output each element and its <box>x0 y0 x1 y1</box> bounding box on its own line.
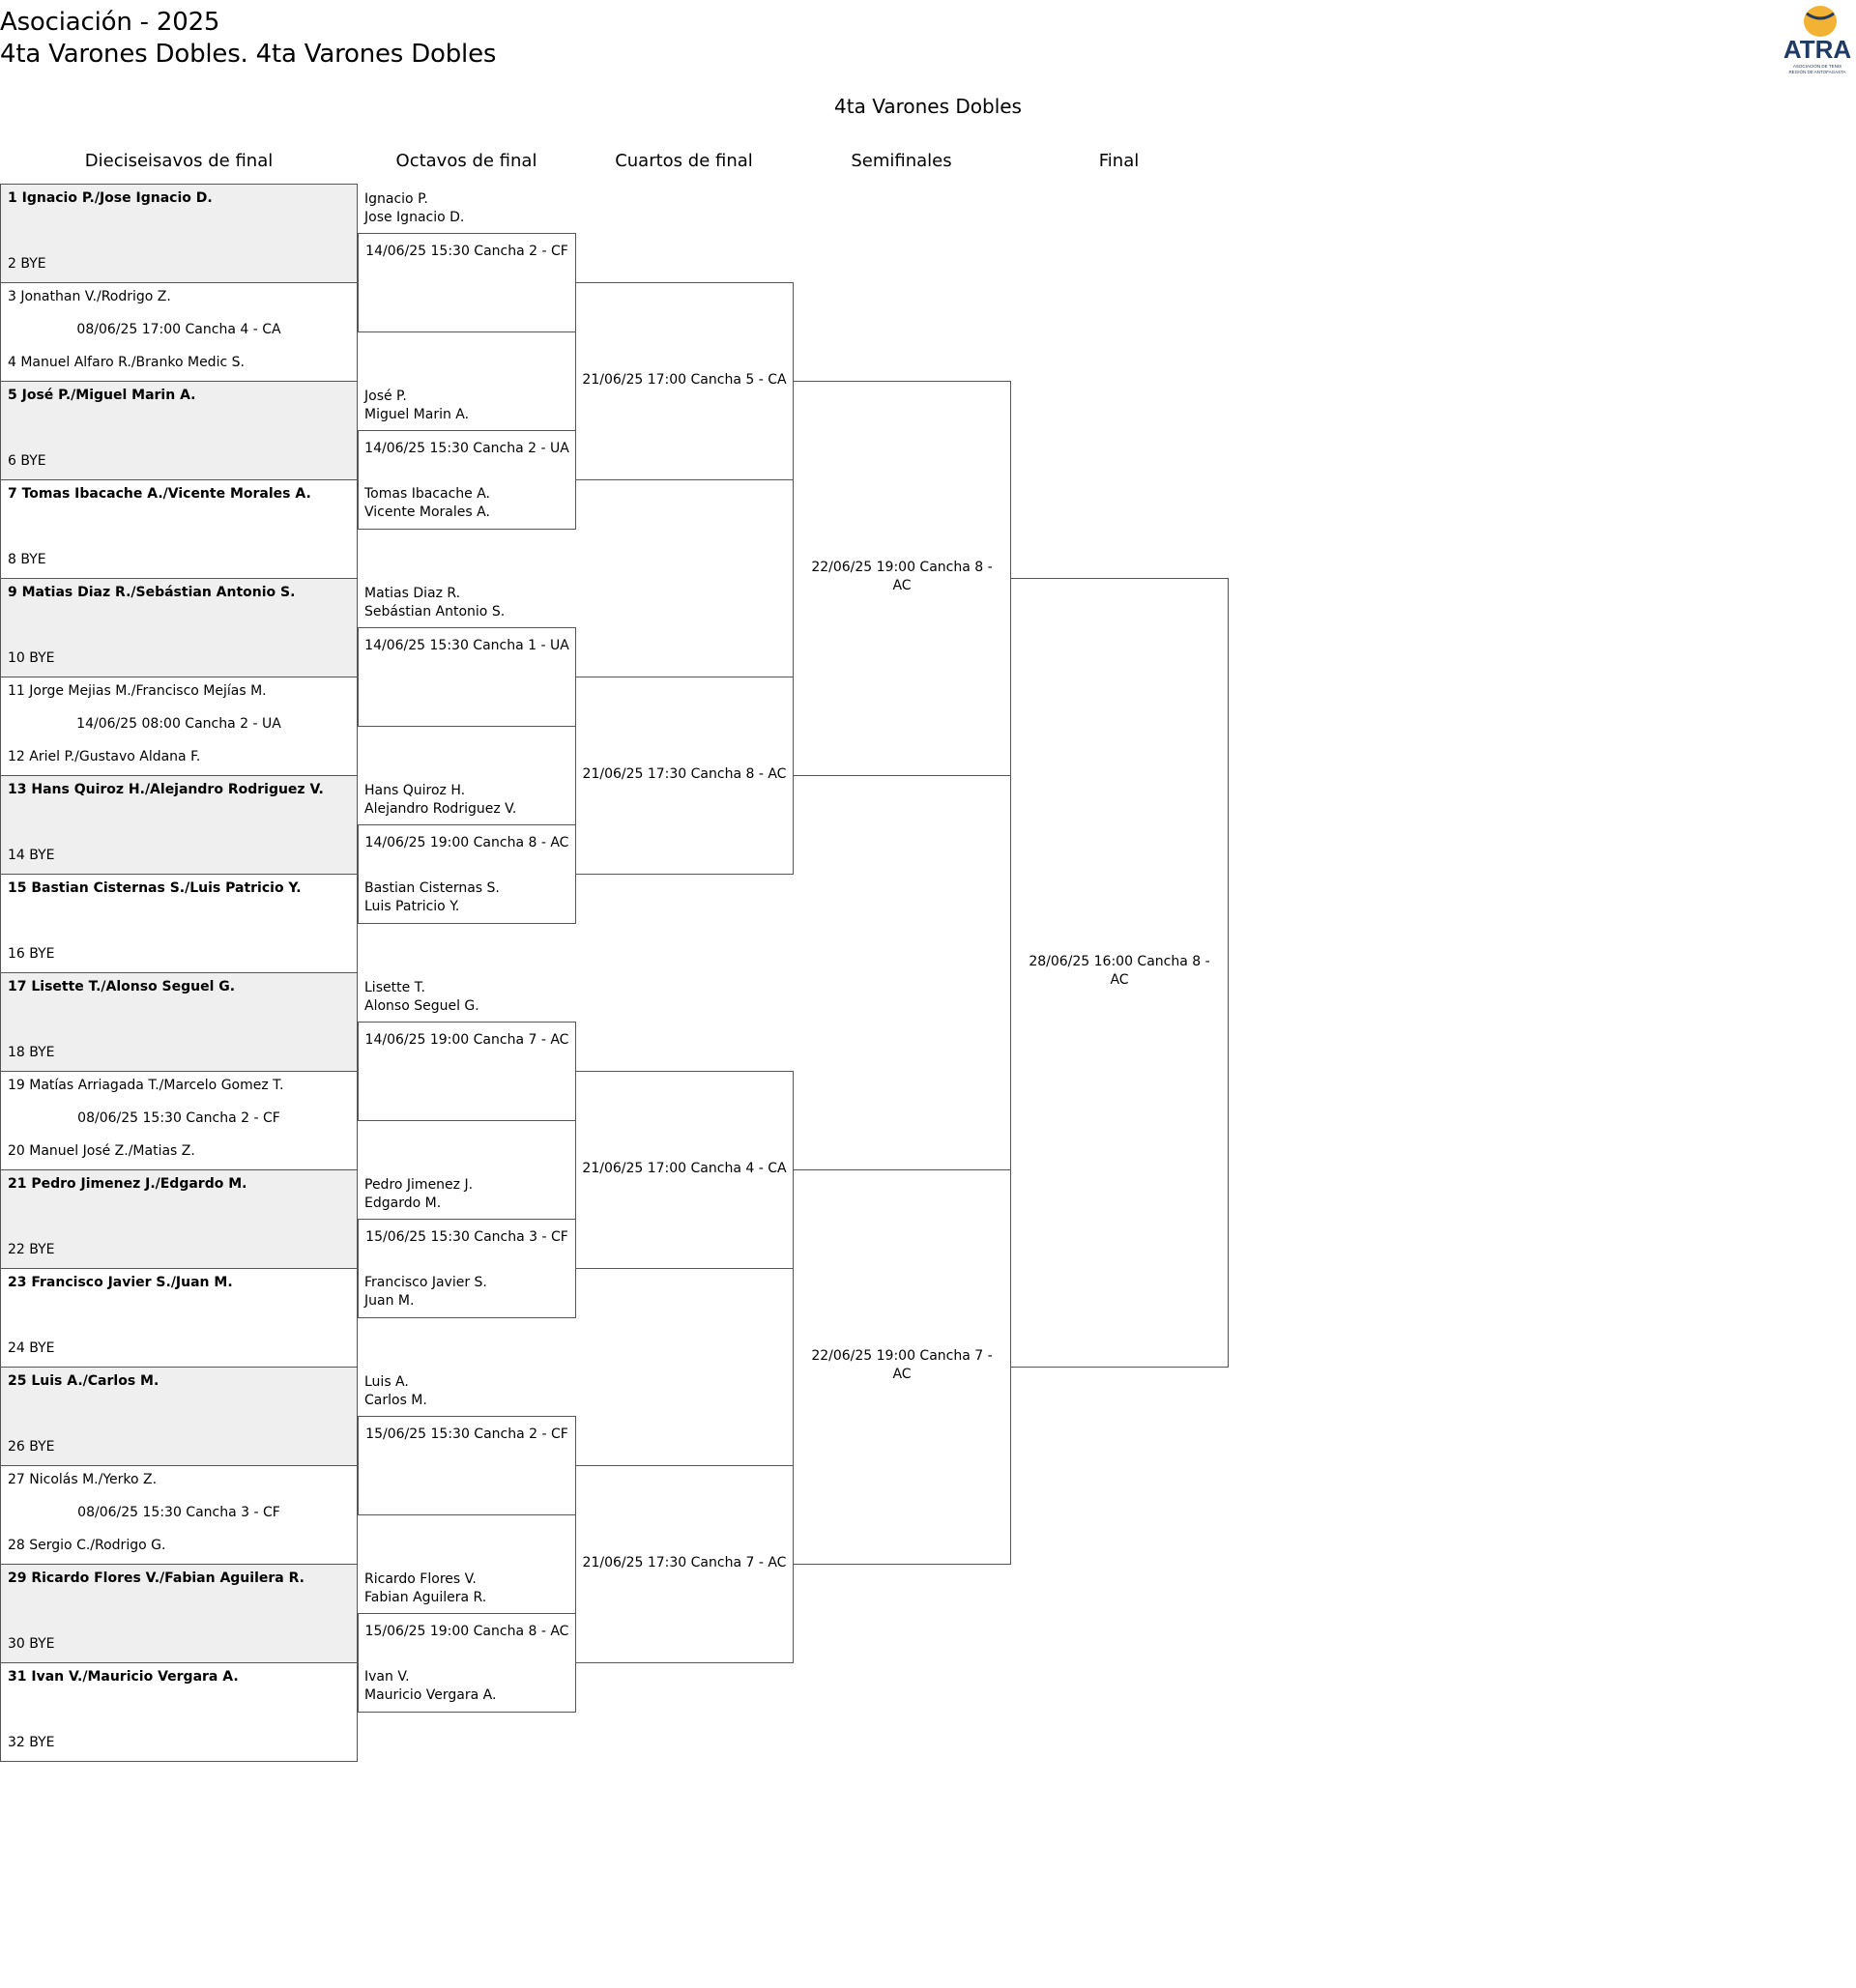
category-title: 4ta Varones Dobles. 4ta Varones Dobles <box>0 40 497 69</box>
player-slot-18: 18 BYE <box>8 1045 55 1060</box>
r16-team-bottom: Luis Patricio Y. <box>364 899 460 914</box>
match-schedule: 21/06/25 17:00 Cancha 4 - CA <box>582 1161 787 1176</box>
r16-team-top: Jose Ignacio D. <box>364 210 465 225</box>
player-slot-28: 28 Sergio C./Rodrigo G. <box>8 1538 166 1553</box>
round-header: Final <box>1098 151 1140 171</box>
match-schedule: 14/06/25 08:00 Cancha 2 - UA <box>76 716 281 732</box>
player-slot-15: 15 Bastian Cisternas S./Luis Patricio Y. <box>8 880 302 896</box>
r16-team-bottom: Vicente Morales A. <box>364 504 490 520</box>
player-slot-5: 5 José P./Miguel Marin A. <box>8 388 196 403</box>
match-schedule: 14/06/25 19:00 Cancha 8 - AC <box>364 835 569 850</box>
r16-team-top: Sebástian Antonio S. <box>364 604 506 619</box>
r16-team-top: Hans Quiroz H. <box>364 783 466 798</box>
player-slot-13: 13 Hans Quiroz H./Alejandro Rodriguez V. <box>8 782 324 797</box>
r16-team-top: Alonso Seguel G. <box>364 998 479 1014</box>
r16-team-bottom: Tomas Ibacache A. <box>364 486 490 502</box>
player-slot-16: 16 BYE <box>8 946 55 962</box>
player-slot-26: 26 BYE <box>8 1439 55 1455</box>
player-slot-21: 21 Pedro Jimenez J./Edgardo M. <box>8 1176 247 1192</box>
r16-team-top: Pedro Jimenez J. <box>364 1177 474 1193</box>
player-slot-2: 2 BYE <box>8 256 46 272</box>
association-title: Asociación - 2025 <box>0 8 220 37</box>
r16-team-bottom: Bastian Cisternas S. <box>364 880 500 896</box>
match-schedule: 15/06/25 15:30 Cancha 2 - CF <box>365 1426 568 1442</box>
r16-team-bottom: Francisco Javier S. <box>364 1275 487 1290</box>
svg-text:REGIÓN DE ANTOFAGASTA: REGIÓN DE ANTOFAGASTA <box>1788 70 1846 74</box>
r16-team-bottom: Ivan V. <box>364 1669 410 1685</box>
round-header: Dieciseisavos de final <box>84 151 274 171</box>
player-slot-12: 12 Ariel P./Gustavo Aldana F. <box>8 749 201 764</box>
r16-team-top: Fabian Aguilera R. <box>364 1590 487 1605</box>
match-schedule: 21/06/25 17:00 Cancha 5 - CA <box>582 372 787 388</box>
player-slot-8: 8 BYE <box>8 552 46 567</box>
player-slot-31: 31 Ivan V./Mauricio Vergara A. <box>8 1669 239 1685</box>
match-schedule: 22/06/25 19:00 Cancha 7 - AC <box>811 1348 993 1382</box>
player-slot-24: 24 BYE <box>8 1340 55 1356</box>
round-header: Cuartos de final <box>615 151 753 171</box>
r16-team-top: Ignacio P. <box>364 191 428 207</box>
match-schedule: 08/06/25 17:00 Cancha 4 - CA <box>76 322 281 337</box>
match-schedule: 22/06/25 19:00 Cancha 8 - AC <box>811 560 993 593</box>
match-schedule: 14/06/25 15:30 Cancha 2 - UA <box>364 441 569 456</box>
match-schedule: 15/06/25 19:00 Cancha 8 - AC <box>364 1624 569 1639</box>
svg-text:ASOCIACIÓN DE TENIS: ASOCIACIÓN DE TENIS <box>1792 64 1842 69</box>
r16-team-top: Ricardo Flores V. <box>364 1571 477 1587</box>
r16-team-bottom: Mauricio Vergara A. <box>364 1687 497 1703</box>
match-schedule: 14/06/25 19:00 Cancha 7 - AC <box>364 1032 569 1048</box>
r16-team-top: Miguel Marin A. <box>364 407 470 422</box>
player-slot-32: 32 BYE <box>8 1735 55 1750</box>
player-slot-3: 3 Jonathan V./Rodrigo Z. <box>8 289 171 304</box>
match-schedule: 15/06/25 15:30 Cancha 3 - CF <box>365 1229 568 1245</box>
r16-team-top: Luis A. <box>364 1374 409 1390</box>
player-slot-29: 29 Ricardo Flores V./Fabian Aguilera R. <box>8 1570 304 1586</box>
match-schedule: 21/06/25 17:30 Cancha 7 - AC <box>582 1555 787 1570</box>
r16-team-top: Alejandro Rodriguez V. <box>364 801 517 817</box>
player-slot-7: 7 Tomas Ibacache A./Vicente Morales A. <box>8 486 311 502</box>
r16-team-top: Matias Diaz R. <box>364 586 461 601</box>
player-slot-30: 30 BYE <box>8 1636 55 1652</box>
match-schedule: 21/06/25 17:30 Cancha 8 - AC <box>582 766 787 782</box>
player-slot-11: 11 Jorge Mejias M./Francisco Mejías M. <box>8 683 267 699</box>
r16-team-bottom: Juan M. <box>364 1293 415 1309</box>
r16-team-top: José P. <box>364 389 407 404</box>
r16-team-top: Lisette T. <box>364 980 425 995</box>
player-slot-1: 1 Ignacio P./Jose Ignacio D. <box>8 190 213 206</box>
r16-team-top: Carlos M. <box>364 1393 427 1408</box>
player-slot-14: 14 BYE <box>8 848 55 863</box>
player-slot-25: 25 Luis A./Carlos M. <box>8 1373 160 1389</box>
match-schedule: 14/06/25 15:30 Cancha 1 - UA <box>364 638 569 653</box>
player-slot-20: 20 Manuel José Z./Matias Z. <box>8 1143 195 1159</box>
tennis-ball-icon <box>1804 6 1837 37</box>
match-schedule: 08/06/25 15:30 Cancha 3 - CF <box>77 1505 280 1520</box>
logo-text: ATRA <box>1784 35 1851 64</box>
r16-team-top: Edgardo M. <box>364 1196 442 1211</box>
player-slot-9: 9 Matias Diaz R./Sebástian Antonio S. <box>8 585 296 600</box>
match-schedule: 28/06/25 16:00 Cancha 8 - AC <box>1029 954 1210 988</box>
player-slot-23: 23 Francisco Javier S./Juan M. <box>8 1275 233 1290</box>
player-slot-19: 19 Matías Arriagada T./Marcelo Gomez T. <box>8 1078 284 1093</box>
match-schedule: 08/06/25 15:30 Cancha 2 - CF <box>77 1110 280 1126</box>
atra-logo <box>1784 2 1851 79</box>
player-slot-22: 22 BYE <box>8 1242 55 1257</box>
player-slot-6: 6 BYE <box>8 453 46 469</box>
round-header: Octavos de final <box>395 151 537 171</box>
player-slot-4: 4 Manuel Alfaro R./Branko Medic S. <box>8 355 245 370</box>
player-slot-17: 17 Lisette T./Alonso Seguel G. <box>8 979 236 994</box>
player-slot-27: 27 Nicolás M./Yerko Z. <box>8 1472 158 1487</box>
bracket-title: 4ta Varones Dobles <box>834 95 1022 118</box>
match-schedule: 14/06/25 15:30 Cancha 2 - CF <box>365 244 568 259</box>
round-header: Semifinales <box>851 151 952 171</box>
player-slot-10: 10 BYE <box>8 650 55 666</box>
